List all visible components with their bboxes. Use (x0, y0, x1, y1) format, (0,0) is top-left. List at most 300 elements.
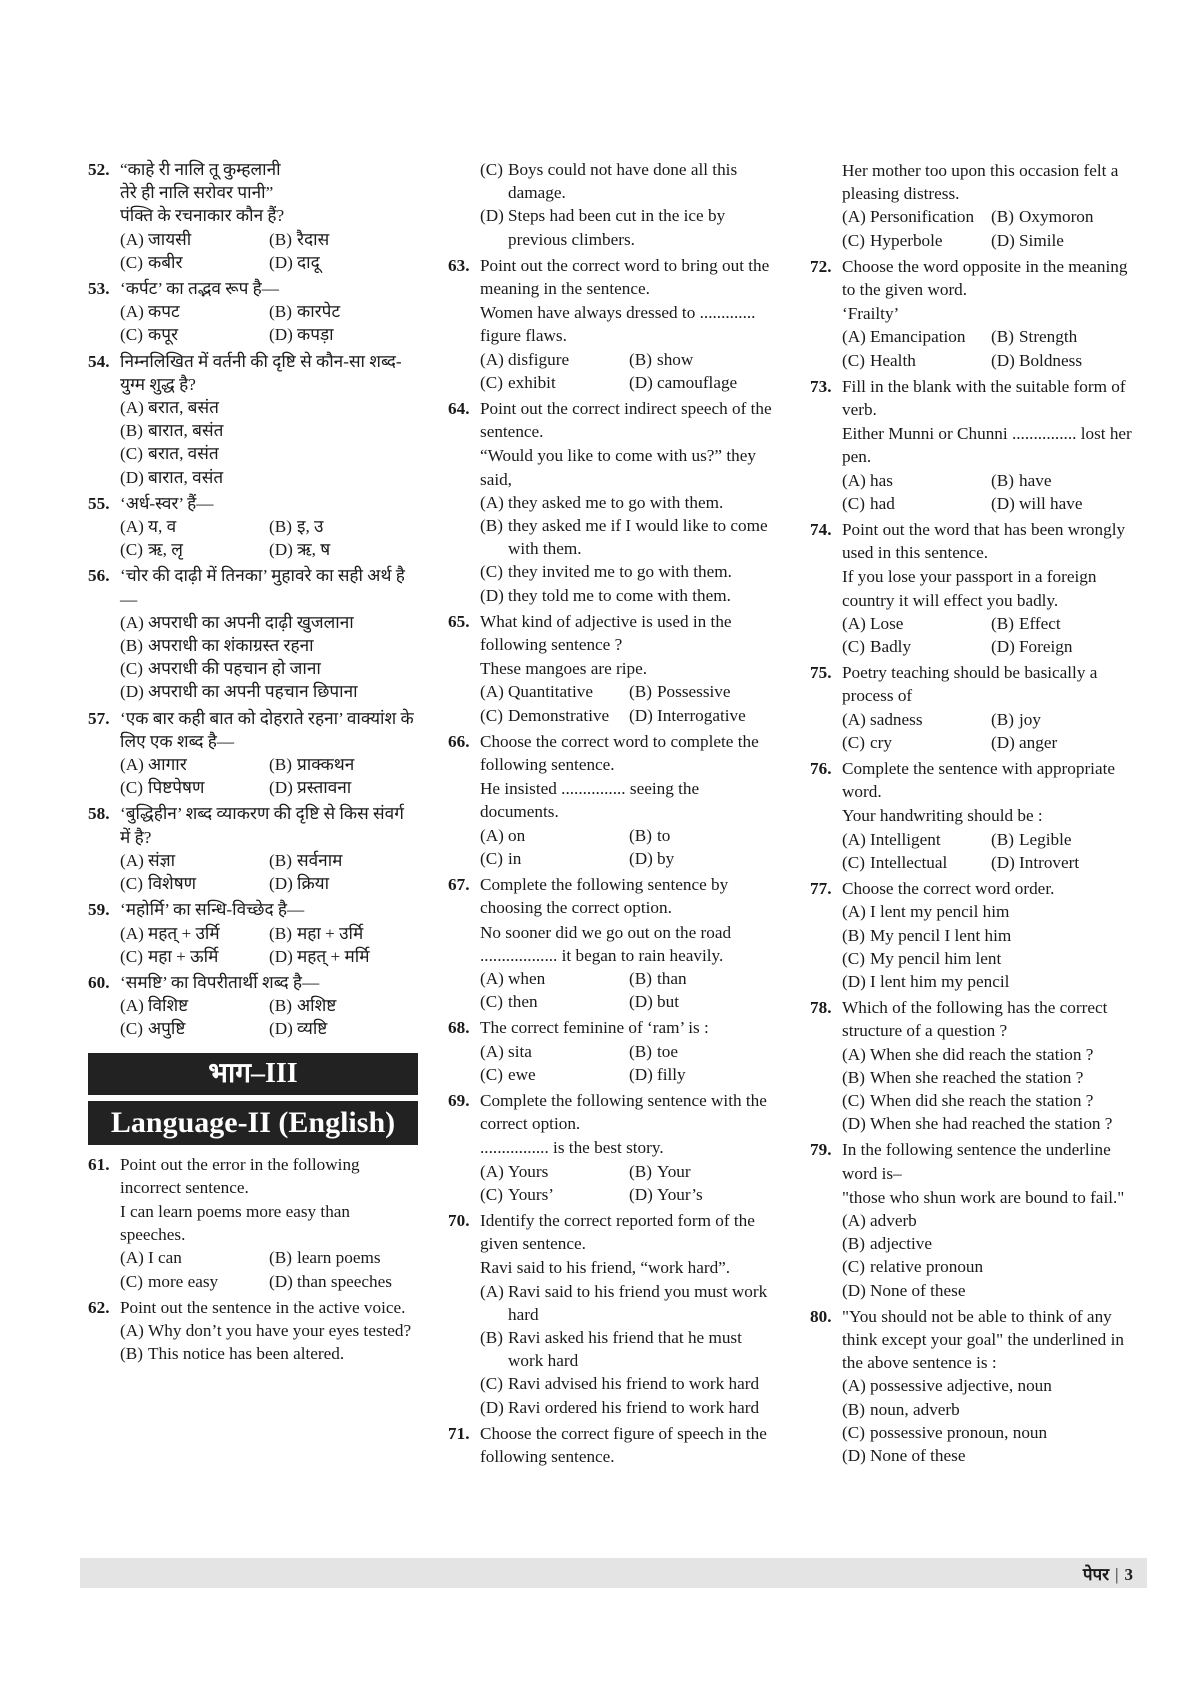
option-row (120, 872, 418, 895)
question-item (88, 277, 418, 347)
answer-option (120, 300, 269, 323)
question-number: 60. (88, 972, 110, 992)
option-letter: (C) (842, 1422, 865, 1442)
section-heading-banner: Language-II (English) (88, 1101, 418, 1145)
option-text: Simile (1019, 230, 1064, 250)
answer-option (120, 849, 269, 872)
option-text: प्रस्तावना (297, 778, 352, 798)
answer-option (480, 348, 629, 371)
option-letter: (A) (480, 968, 504, 988)
question-list (448, 254, 778, 1468)
answer-option (842, 828, 991, 851)
option-letter: (B) (480, 516, 503, 536)
option-text: adjective (870, 1234, 933, 1254)
answer-option (480, 824, 629, 847)
example-sentence: Your handwriting should be : (842, 806, 1043, 826)
answer-option (991, 349, 1140, 372)
option-letter: (C) (480, 1184, 503, 1204)
answer-option (120, 396, 418, 419)
answer-option (120, 776, 269, 799)
answer-option (842, 1112, 1140, 1135)
option-text: toe (657, 1041, 678, 1061)
answer-option (269, 872, 418, 895)
answer-option (991, 708, 1140, 731)
option-letter: (A) (842, 709, 866, 729)
option-row (842, 205, 1140, 228)
example-sentence: No sooner did we go out on the road .................. it began to rain heavily. (480, 922, 732, 965)
question-item (448, 397, 778, 607)
question-text: Point out the word that has been wrongly used in this sentence. (842, 520, 1126, 563)
answer-option (120, 1342, 418, 1365)
answer-option (480, 491, 778, 514)
option-text: filly (657, 1064, 686, 1084)
answer-option (269, 323, 418, 346)
option-letter: (B) (269, 1248, 292, 1268)
question-item (448, 1422, 778, 1468)
option-letter: (D) (269, 946, 293, 966)
option-text: None of these (870, 1280, 966, 1300)
answer-option (480, 847, 629, 870)
question-text: Choose the correct word order. (842, 879, 1055, 899)
question-item (810, 1305, 1140, 1467)
option-text: Possessive (657, 682, 731, 702)
question-text: Point out the sentence in the active voice. (120, 1297, 406, 1317)
option-letter: (C) (480, 1064, 503, 1084)
question-item (810, 518, 1140, 658)
question-number: 65. (448, 611, 470, 631)
option-text: in (508, 848, 522, 868)
option-letter: (B) (842, 925, 865, 945)
option-text: विशेषण (148, 874, 197, 894)
option-row (120, 228, 418, 251)
option-text: camouflage (657, 372, 738, 392)
question-item (810, 661, 1140, 754)
option-text: My pencil I lent him (870, 925, 1012, 945)
option-letter: (C) (480, 160, 503, 179)
question-number: 78. (810, 998, 832, 1018)
option-text: When did she reach the station ? (870, 1090, 1094, 1110)
question-number: 55. (88, 493, 110, 513)
option-letter: (D) (480, 1397, 504, 1417)
question-item (88, 707, 418, 800)
option-text: they invited me to go with them. (508, 562, 732, 582)
option-text: by (657, 848, 675, 868)
option-text: When she reached the station ? (870, 1067, 1084, 1087)
option-letter: (A) (480, 1281, 504, 1301)
option-text: ऋ, ष (297, 540, 331, 560)
option-row (120, 849, 418, 872)
option-text: प्राक्कथन (297, 755, 355, 775)
question-item (88, 564, 418, 703)
option-text: more easy (148, 1271, 219, 1291)
option-letter: (B) (991, 207, 1014, 227)
option-letter: (C) (842, 230, 865, 250)
example-sentence: ................ is the best story. (480, 1138, 664, 1158)
option-row (480, 1063, 778, 1086)
answer-option (842, 1043, 1140, 1066)
answer-option (842, 1374, 1140, 1397)
option-text: जायसी (148, 229, 192, 249)
option-letter: (A) (842, 327, 866, 347)
answer-option (842, 349, 991, 372)
answer-option (120, 228, 269, 251)
option-row (842, 469, 1140, 492)
option-row (480, 824, 778, 847)
option-letter: (B) (269, 996, 292, 1016)
option-row (842, 635, 1140, 658)
option-text: Boys could not have done all this damage. (508, 160, 738, 203)
example-sentence: “Would you like to come with us?” they said, (480, 446, 756, 489)
answer-option (991, 851, 1140, 874)
question-text: Which of the following has the correct structure of a question ? (842, 998, 1108, 1041)
answer-option (629, 704, 778, 727)
option-row (120, 994, 418, 1017)
answer-option (629, 371, 778, 394)
answer-option (480, 1326, 778, 1372)
option-text: आगार (148, 755, 187, 775)
option-text: I lent him my pencil (870, 971, 1010, 991)
option-letter: (D) (991, 230, 1015, 250)
answer-option (120, 323, 269, 346)
option-letter: (D) (629, 992, 653, 1012)
continued-options (448, 158, 778, 251)
answer-option (480, 371, 629, 394)
answer-option (842, 205, 991, 228)
answer-option (842, 1398, 1140, 1421)
column-middle (448, 158, 778, 1471)
answer-option (991, 325, 1140, 348)
question-number: 64. (448, 399, 470, 419)
option-text: When she did reach the station ? (870, 1044, 1094, 1064)
option-row (842, 828, 1140, 851)
option-row (120, 1017, 418, 1040)
option-letter: (A) (120, 517, 144, 537)
option-text: Oxymoron (1019, 207, 1094, 227)
answer-option (842, 1255, 1140, 1278)
option-letter: (D) (842, 1280, 866, 1300)
column-left (88, 158, 418, 1368)
english-question-list (88, 1153, 418, 1366)
option-letter: (B) (629, 682, 652, 702)
question-item (448, 1209, 778, 1419)
option-text: महा + ऊर्मि (148, 946, 219, 966)
option-text: Lose (870, 613, 904, 633)
answer-option (842, 900, 1140, 923)
option-letter: (D) (480, 206, 504, 226)
answer-option (629, 1183, 778, 1206)
answer-option (120, 515, 269, 538)
answer-option (480, 680, 629, 703)
option-text: दादू (297, 252, 320, 272)
answer-option (842, 947, 1140, 970)
question-number: 68. (448, 1018, 470, 1038)
question-item (448, 610, 778, 727)
example-sentence: If you lose your passport in a foreign country it will effect you badly. (842, 567, 1097, 610)
answer-option (269, 849, 418, 872)
question-item (88, 898, 418, 968)
option-text: महा + उर्मि (297, 923, 364, 943)
option-letter: (A) (480, 492, 504, 512)
option-letter: (C) (120, 874, 143, 894)
answer-option (480, 1040, 629, 1063)
option-text: will have (1019, 493, 1083, 513)
option-letter: (C) (480, 848, 503, 868)
option-text: पिष्टपेषण (148, 778, 205, 798)
answer-option (629, 680, 778, 703)
question-number: 70. (448, 1210, 470, 1230)
option-letter: (D) (991, 732, 1015, 752)
footer-paper-label: पेपर (1082, 1565, 1110, 1584)
answer-option (629, 1063, 778, 1086)
option-text: विशिष्ट (148, 996, 189, 1016)
option-letter: (B) (269, 229, 292, 249)
option-letter: (C) (120, 778, 143, 798)
option-text: I lent my pencil him (870, 902, 1010, 922)
option-letter: (D) (120, 682, 144, 702)
question-item (88, 492, 418, 562)
question-item (448, 730, 778, 870)
option-text: ऋ, लृ (148, 540, 183, 560)
question-number: 63. (448, 255, 470, 275)
answer-option (120, 538, 269, 561)
question-number: 52. (88, 160, 110, 179)
answer-option (269, 1017, 418, 1040)
question-number: 67. (448, 875, 470, 895)
answer-option (269, 300, 418, 323)
option-row (480, 967, 778, 990)
question-text: Fill in the blank with the suitable form of verb. (842, 376, 1126, 420)
option-letter: (D) (991, 350, 1015, 370)
option-letter: (A) (120, 1320, 144, 1340)
question-text: Point out the error in the following incorrect sentence. (120, 1154, 360, 1197)
option-letter: (D) (120, 467, 144, 487)
example-sentence: Women have always dressed to ............. figure flaws. (480, 303, 756, 346)
question-number: 73. (810, 376, 832, 396)
option-letter: (B) (842, 1234, 865, 1254)
option-text: joy (1019, 709, 1041, 729)
question-item (810, 996, 1140, 1135)
answer-option (480, 1372, 778, 1395)
option-letter: (D) (269, 874, 293, 894)
answer-option (842, 1444, 1140, 1467)
option-letter: (C) (842, 948, 865, 968)
option-text: Hyperbole (870, 230, 943, 250)
question-item (448, 873, 778, 1013)
answer-option (991, 635, 1140, 658)
option-letter: (C) (120, 540, 143, 560)
option-letter: (D) (629, 848, 653, 868)
answer-option (842, 851, 991, 874)
option-text: Steps had been cut in the ice by previous climbers. (508, 206, 726, 249)
option-row (480, 348, 778, 371)
option-text: Effect (1019, 613, 1061, 633)
option-text: cry (870, 732, 892, 752)
option-text: then (508, 992, 538, 1012)
answer-option (480, 584, 778, 607)
option-letter: (B) (269, 755, 292, 775)
question-number: 61. (88, 1154, 110, 1174)
option-letter: (A) (480, 349, 504, 369)
option-text: Health (870, 350, 916, 370)
example-sentence: He insisted ............... seeing the documents. (480, 779, 700, 822)
option-letter: (B) (629, 968, 652, 988)
option-text: possessive pronoun, noun (870, 1422, 1048, 1442)
option-letter: (D) (269, 1019, 293, 1039)
question-text: “काहे री नालि तू कुम्हलानी तेरे ही नालि सरोवर पानी” पंक्ति के रचनाकार कौन हैं? (120, 160, 285, 226)
option-text: Quantitative (508, 682, 593, 702)
question-number: 54. (88, 351, 110, 371)
option-letter: (A) (120, 398, 144, 418)
option-text: relative pronoun (870, 1257, 984, 1277)
question-number: 80. (810, 1306, 832, 1326)
answer-option (842, 924, 1140, 947)
answer-option (991, 205, 1140, 228)
question-text: Point out the correct indirect speech of the sentence. (480, 399, 772, 442)
option-letter: (B) (842, 1067, 865, 1087)
question-number: 75. (810, 663, 832, 683)
option-text: than (657, 968, 687, 988)
option-letter: (D) (991, 852, 1015, 872)
option-row (480, 371, 778, 394)
question-text: "You should not be able to think of any think except your goal" the underlined in the above sentence is : (842, 1306, 1124, 1373)
option-row (842, 731, 1140, 754)
answer-option (269, 945, 418, 968)
option-text: बारात, वसंत (148, 467, 224, 487)
answer-option (120, 872, 269, 895)
answer-option (480, 1396, 778, 1419)
option-text: Your (657, 1161, 691, 1181)
option-text: Ravi said to his friend you must work hard (508, 1281, 768, 1324)
option-text: अपुष्टि (148, 1019, 186, 1039)
question-number: 58. (88, 804, 110, 824)
question-continuation (810, 159, 1140, 252)
answer-option (480, 158, 778, 204)
question-text: Point out the correct word to bring out the meaning in the sentence. (480, 255, 770, 299)
option-text: adverb (870, 1210, 917, 1230)
option-text: disfigure (508, 349, 570, 369)
option-text: य, व (148, 517, 177, 537)
question-number: 57. (88, 708, 110, 728)
answer-option (269, 251, 418, 274)
question-number: 53. (88, 279, 110, 299)
answer-option (120, 922, 269, 945)
answer-option (842, 1421, 1140, 1444)
option-letter: (D) (629, 372, 653, 392)
question-number: 56. (88, 566, 110, 586)
option-letter: (B) (120, 421, 143, 441)
option-letter: (D) (480, 585, 504, 605)
option-text: Introvert (1019, 852, 1080, 872)
question-text: Poetry teaching should be basically a process of (842, 663, 1098, 706)
question-item (88, 1153, 418, 1293)
option-text: they asked me to go with them. (508, 492, 724, 512)
option-text: than speeches (297, 1271, 392, 1291)
option-row (120, 1246, 418, 1269)
answer-option (480, 990, 629, 1013)
option-text: अपराधी का अपनी दाढ़ी खुजलाना (148, 612, 354, 632)
question-item (810, 375, 1140, 515)
option-row (480, 680, 778, 703)
option-letter: (A) (120, 612, 144, 632)
answer-option (120, 611, 418, 634)
answer-option (842, 612, 991, 635)
option-row (480, 1160, 778, 1183)
option-letter: (A) (842, 613, 866, 633)
option-letter: (C) (842, 1257, 865, 1277)
answer-option (480, 1280, 778, 1326)
option-text: Ravi asked his friend that he must work hard (508, 1327, 742, 1371)
option-row (120, 300, 418, 323)
question-item (448, 254, 778, 394)
option-letter: (C) (842, 493, 865, 513)
question-text: Identify the correct reported form of the given sentence. (480, 1210, 755, 1254)
answer-option (480, 1063, 629, 1086)
part-heading-banner: भाग–III (88, 1053, 418, 1095)
question-number: 59. (88, 900, 110, 920)
option-letter: (A) (120, 755, 144, 775)
option-letter: (C) (842, 852, 865, 872)
option-text: they asked me if I would like to come with them. (508, 516, 768, 559)
question-item (448, 1016, 778, 1086)
option-text: Yours’ (508, 1184, 555, 1204)
question-number: 66. (448, 731, 470, 751)
example-sentence: ‘Frailty’ (842, 304, 900, 324)
question-item (88, 158, 418, 274)
option-letter: (A) (480, 682, 504, 702)
option-letter: (A) (120, 302, 144, 322)
question-text: ‘महोर्मि’ का सन्धि-विच्छेद है— (120, 900, 305, 920)
option-text: Strength (1019, 327, 1078, 347)
option-text: sadness (870, 709, 923, 729)
option-letter: (B) (991, 327, 1014, 347)
answer-option (120, 466, 418, 489)
answer-option (120, 994, 269, 1017)
question-item (88, 971, 418, 1041)
option-row (480, 990, 778, 1013)
option-letter: (D) (629, 1184, 653, 1204)
option-text: Legible (1019, 829, 1072, 849)
option-letter: (A) (842, 470, 866, 490)
option-letter: (C) (842, 1090, 865, 1110)
question-text: Complete the following sentence by choosing the correct option. (480, 875, 729, 918)
question-number: 71. (448, 1423, 470, 1443)
answer-option (842, 1089, 1140, 1112)
answer-option (842, 635, 991, 658)
answer-option (991, 229, 1140, 252)
answer-option (269, 1270, 418, 1293)
option-letter: (C) (480, 992, 503, 1012)
question-text: Choose the word opposite in the meaning to the given word. (842, 256, 1128, 300)
option-letter: (D) (269, 540, 293, 560)
answer-option (269, 1246, 418, 1269)
option-text: अपराधी का अपनी पहचान छिपाना (148, 682, 358, 702)
answer-option (120, 753, 269, 776)
option-text: had (870, 493, 895, 513)
option-text: इ, उ (297, 517, 324, 537)
answer-option (120, 1270, 269, 1293)
question-number: 69. (448, 1090, 470, 1110)
option-row (480, 704, 778, 727)
option-text: अशिष्ट (297, 996, 337, 1016)
option-letter: (D) (269, 252, 293, 272)
option-letter: (A) (120, 850, 144, 870)
option-text: कपड़ा (297, 325, 334, 345)
option-row (842, 708, 1140, 731)
answer-option (269, 515, 418, 538)
question-text: The correct feminine of ‘ram’ is : (480, 1018, 709, 1038)
option-text: have (1019, 470, 1052, 490)
option-letter: (C) (120, 659, 143, 679)
